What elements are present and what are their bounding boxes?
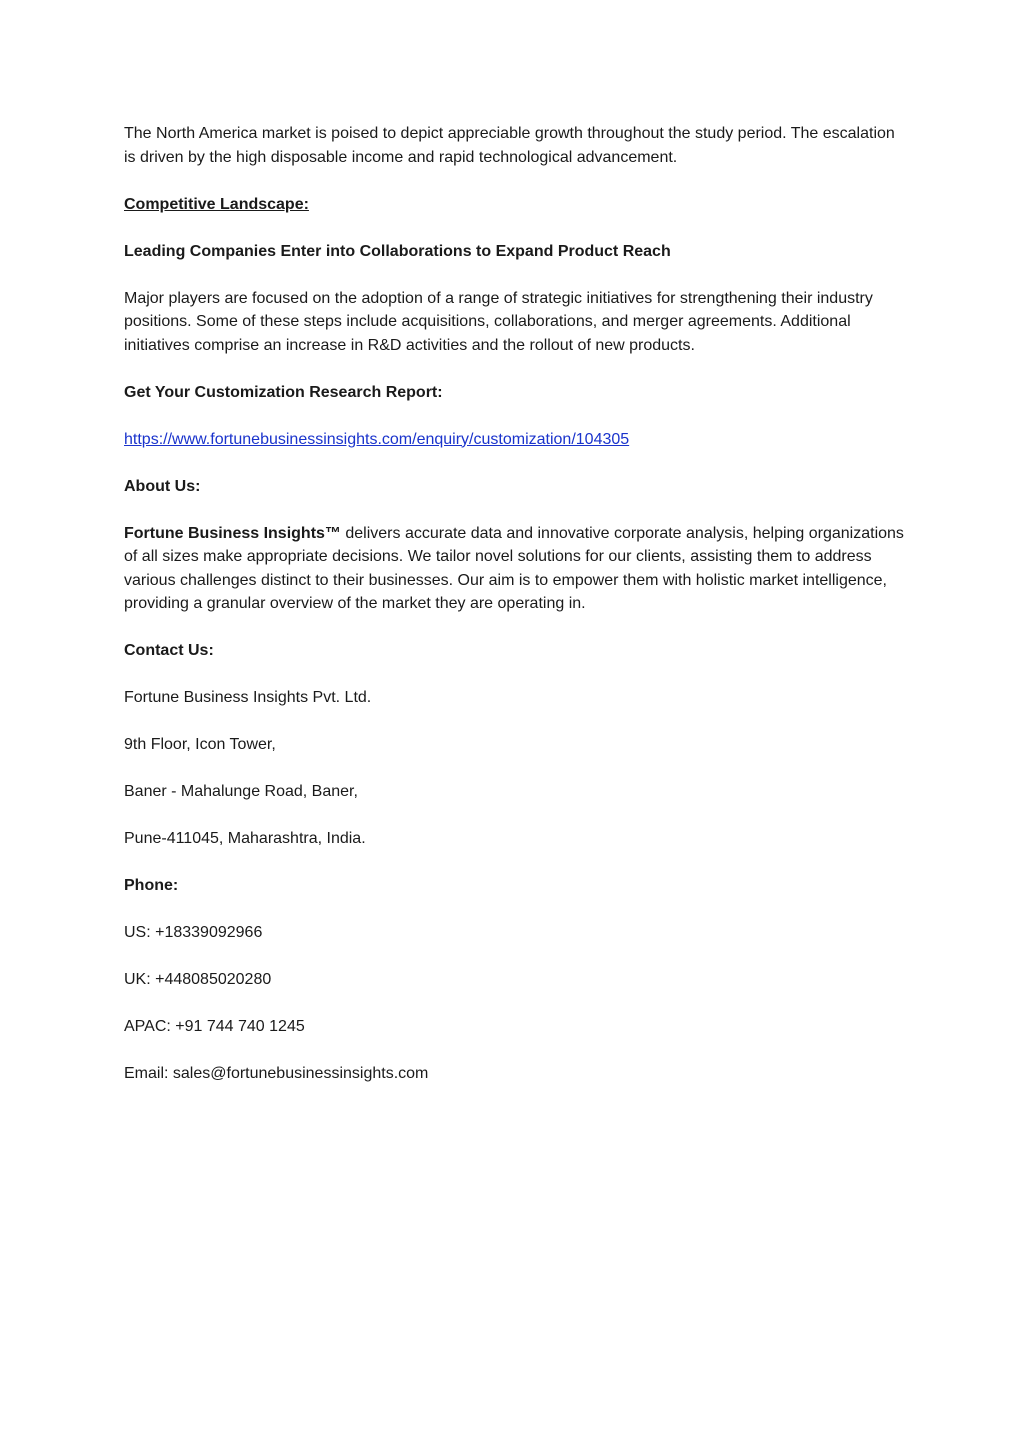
intro-paragraph: The North America market is poised to depict appreciable growth throughout the study period. The escalation is driven by the high disposable income and rapid technological advancement. <box>124 125 895 166</box>
contact-address-line1: 9th Floor, Icon Tower, <box>124 736 276 753</box>
customization-link-paragraph <box>124 428 904 452</box>
about-body-text: delivers accurate data and innovative corporate analysis, helping organizations of all sizes make appropriate decisions. We tailor novel solutions for our clients, assisting them to address various challenges distinct to their businesses. Our aim is to empower them with holistic market intelligence, providing a granular overview of the market they are operating in. <box>124 524 904 612</box>
about-us-paragraph <box>124 522 904 616</box>
phone-heading: Phone: <box>124 877 179 894</box>
competitive-subheading: Leading Companies Enter into Collaborations to Expand Product Reach <box>124 242 671 260</box>
phone-uk: UK: +448085020280 <box>124 971 272 988</box>
contact-address-line2: Baner - Mahalunge Road, Baner, <box>124 783 358 800</box>
contact-email: Email: sales@fortunebusinessinsights.com <box>124 1065 429 1082</box>
competitive-landscape-heading: Competitive Landscape: <box>124 195 309 213</box>
customization-heading: Get Your Customization Research Report: <box>124 383 443 401</box>
contact-us-heading: Contact Us: <box>124 642 214 659</box>
document-page <box>124 122 904 1109</box>
phone-apac: APAC: +91 744 740 1245 <box>124 1018 305 1035</box>
customization-link[interactable]: https://www.fortunebusinessinsights.com/enquiry/customization/104305 <box>124 430 630 448</box>
competitive-paragraph: Major players are focused on the adoption of a range of strategic initiatives for strengthening their industry positions. Some of these steps include acquisitions, collaborations, and merger agreements. Additional initiatives comprise an increase in R&D activities and the rollout of new products. <box>124 289 873 354</box>
contact-company-name: Fortune Business Insights Pvt. Ltd. <box>124 689 372 706</box>
phone-us: US: +18339092966 <box>124 924 263 941</box>
about-company-name: Fortune Business Insights™ <box>124 524 341 542</box>
contact-address-line3: Pune-411045, Maharashtra, India. <box>124 830 366 847</box>
about-us-heading: About Us: <box>124 477 201 495</box>
